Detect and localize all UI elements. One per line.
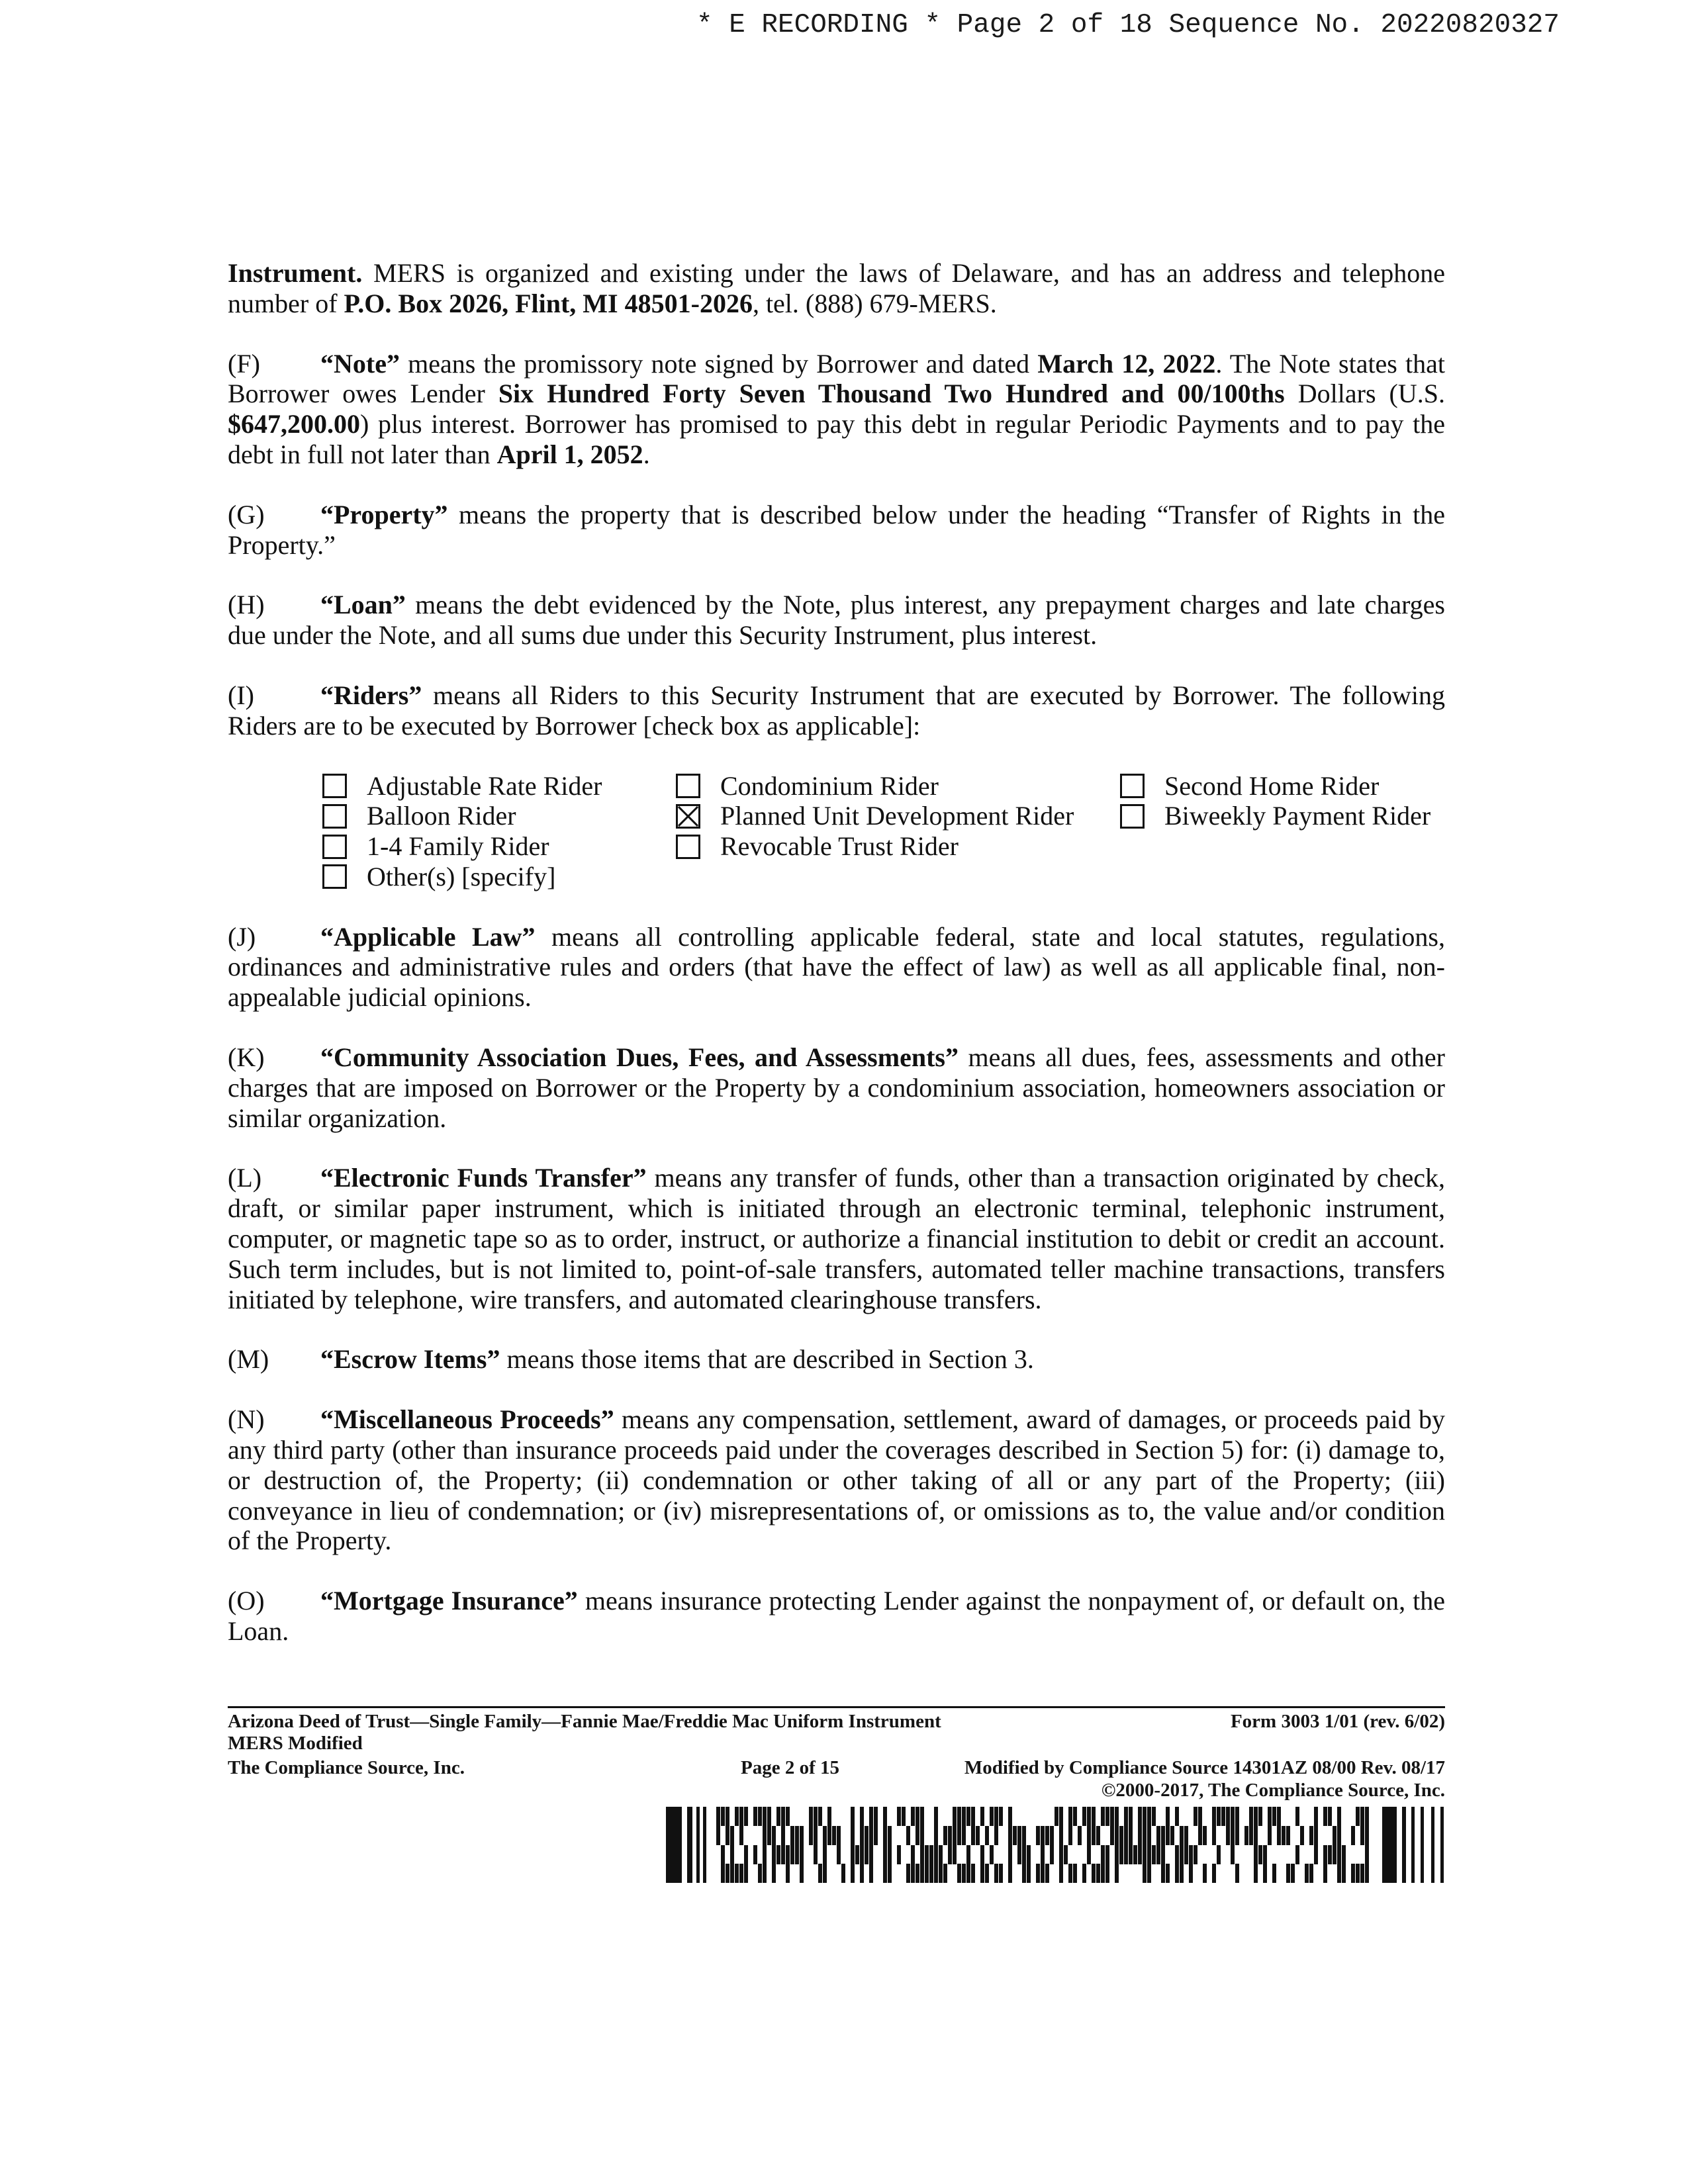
text-run: means all controlling applicable federal, state and local statutes, regulations, ordinances and administrative rules and orders (that have the effect of law) as well as all applicable final, non-appealable judicial opinions. [228, 921, 1445, 1013]
bold-text: $647,200.00 [228, 409, 360, 439]
footer-publisher: The Compliance Source, Inc. [228, 1757, 465, 1778]
riders-checklist [228, 771, 1445, 892]
bold-text: “Mortgage Insurance” [320, 1586, 578, 1616]
rider-planned-unit-development [676, 801, 1074, 831]
definition-text [228, 500, 1445, 560]
definition-label: (F) [228, 348, 260, 379]
footer-page-number: Page 2 of 15 [741, 1757, 839, 1778]
rider-adjustable-rate [322, 771, 602, 801]
definition-text [228, 1042, 1445, 1133]
definition-label: (K) [228, 1042, 265, 1072]
rider-label: Condominium Rider [720, 770, 939, 801]
bold-text: “Miscellaneous Proceeds” [320, 1404, 614, 1435]
definition-text [228, 1404, 1445, 1555]
riders-column-2 [676, 771, 1074, 862]
definition-note [228, 349, 1445, 470]
definition-loan [228, 590, 1445, 651]
text-run: means the promissory note signed by Borrower and dated [399, 348, 1038, 379]
checkbox [322, 774, 347, 798]
bold-text: “Note” [320, 348, 400, 379]
definition-label: (G) [228, 499, 265, 529]
rider-label: Second Home Rider [1164, 770, 1380, 801]
definition-electronic-funds-transfer [228, 1163, 1445, 1314]
text-run: means the debt evidenced by the Note, plus interest, any prepayment charges and late charges due under the Note, and all sums due under this Security Instrument, plus interest. [228, 590, 1445, 651]
text-run: , tel. (888) 679-MERS. [752, 288, 997, 318]
recording-stamp: * E RECORDING * Page 2 of 18 Sequence No. 20220820327 [696, 10, 1560, 40]
text-run: Dollars (U.S. [1284, 379, 1445, 409]
text-run: . [643, 439, 650, 469]
definition-text [228, 590, 1445, 650]
definition-text [228, 922, 1445, 1013]
intro-paragraph [228, 258, 1445, 319]
definition-escrow-items [228, 1344, 1445, 1375]
text-run: means all dues, fees, assessments and other charges that are imposed on Borrower or the Property by a condominium association, homeowners association or similar organization. [228, 1042, 1445, 1133]
bold-text: “Electronic Funds Transfer” [320, 1163, 647, 1193]
rider-revocable-trust [676, 831, 1074, 862]
bold-text: “Community Association Dues, Fees, and Assessments” [320, 1042, 959, 1072]
footer-mers-modified: MERS Modified [228, 1733, 363, 1754]
definition-text [228, 1163, 1445, 1314]
rider-1-4-family [322, 831, 602, 862]
checkbox [676, 774, 700, 798]
bold-text: “Loan” [320, 590, 406, 620]
rider-condominium [676, 771, 1074, 801]
text-run: means insurance protecting Lender against the nonpayment of, or default on, the Loan. [228, 1586, 1446, 1646]
definition-community-association-dues [228, 1042, 1445, 1133]
definition-label: (O) [228, 1586, 265, 1616]
rider-balloon [322, 801, 602, 831]
bold-text: Six Hundred Forty Seven Thousand Two Hundred and 00/100ths [498, 379, 1285, 409]
text-run: ) plus interest. Borrower has promised to pay this debt in regular Periodic Payments and to pay the debt in full not later than [228, 409, 1445, 469]
rider-biweekly-payment [1120, 801, 1430, 831]
checkbox [322, 804, 347, 829]
definition-label: (H) [228, 590, 265, 620]
definition-text [320, 1344, 1034, 1374]
footer-form-number: Form 3003 1/01 (rev. 6/02) [1230, 1711, 1445, 1732]
definition-applicable-law [228, 922, 1445, 1013]
bold-text: “Riders” [320, 680, 422, 710]
check-x-icon [678, 806, 698, 827]
bold-text: “Property” [320, 499, 448, 529]
bold-text: “Escrow Items” [320, 1344, 500, 1375]
definition-riders [228, 680, 1445, 741]
riders-column-3 [1120, 771, 1430, 832]
definition-label: (I) [228, 680, 254, 710]
text-run: means the property that is described below under the heading “Transfer of Rights in the Property.” [228, 499, 1445, 560]
text-run: means all Riders to this Security Instrument that are executed by Borrower. The following Riders are to be executed by Borrower [check box as applicable]: [228, 680, 1445, 741]
rider-label: Planned Unit Development Rider [720, 801, 1074, 831]
rider-label: Biweekly Payment Rider [1164, 801, 1431, 831]
definition-miscellaneous-proceeds [228, 1404, 1445, 1556]
definition-mortgage-insurance [228, 1586, 1445, 1647]
checkbox [1120, 804, 1145, 829]
rider-label: Other(s) [specify] [367, 861, 556, 891]
bold-text: March 12, 2022 [1037, 348, 1216, 379]
footer-copyright: ©2000-2017, The Compliance Source, Inc. [1101, 1780, 1445, 1801]
bold-text: “Applicable Law” [320, 921, 536, 952]
rider-label: Adjustable Rate Rider [367, 770, 602, 801]
checkbox [322, 864, 347, 889]
document-body [228, 258, 1445, 1676]
checkbox [676, 804, 700, 829]
definition-label: (L) [228, 1163, 262, 1193]
text-run: means those items that are described in Section 3. [500, 1344, 1034, 1375]
rider-label: 1-4 Family Rider [367, 831, 549, 862]
definition-label: (J) [228, 921, 256, 952]
text-run: means any transfer of funds, other than a transaction originated by check, draft, or similar paper instrument, which is initiated through an electronic terminal, telephonic instrument, computer, or magnetic tape so as to order, instruct, or authorize a financial institution to debit or credit an account. Such term includes, but is not limited to, point-of-sale transfers, automated teller machine transactions, transfers initiated by telephone, wire transfers, and automated clearinghouse transfers. [228, 1163, 1446, 1314]
bold-text: April 1, 2052 [496, 439, 643, 469]
definition-label: (M) [228, 1344, 269, 1375]
rider-label: Revocable Trust Rider [720, 831, 959, 862]
bold-text: P.O. Box 2026, Flint, MI 48501-2026 [344, 288, 753, 318]
definition-text [228, 680, 1445, 741]
footer-form-title: Arizona Deed of Trust—Single Family—Fannie Mae/Freddie Mac Uniform Instrument [228, 1711, 941, 1732]
footer-divider [228, 1706, 1445, 1708]
definition-text [228, 349, 1445, 469]
footer-modified-by: Modified by Compliance Source 14301AZ 08/00 Rev. 08/17 [964, 1757, 1445, 1778]
barcode [666, 1807, 1445, 1883]
text-run: . The Note states that Borrower owes Lender [228, 348, 1445, 409]
bold-text: Instrument. [228, 258, 363, 288]
definition-label: (N) [228, 1404, 265, 1435]
rider-other [322, 862, 602, 892]
checkbox [676, 835, 700, 859]
rider-second-home [1120, 771, 1430, 801]
rider-label: Balloon Rider [367, 801, 516, 831]
text-run: MERS is organized and existing under the laws of Delaware, and has an address and telephone number of [228, 258, 1445, 318]
checkbox [1120, 774, 1145, 798]
text-run: means any compensation, settlement, award of damages, or proceeds paid by any third party (other than insurance proceeds paid under the coverages described in Section 5) for: (i) damage to, or destruction of, the Property; (ii) condemnation or other taking of all or any part of the Property; (iii) conveyance in lieu of condemnation; or (iv) misrepresentations of, or omissions as to, the value and/or condition of the Property. [228, 1404, 1445, 1556]
riders-column-1 [322, 771, 602, 892]
checkbox [322, 835, 347, 859]
definition-text [228, 1586, 1445, 1646]
definition-property [228, 500, 1445, 561]
